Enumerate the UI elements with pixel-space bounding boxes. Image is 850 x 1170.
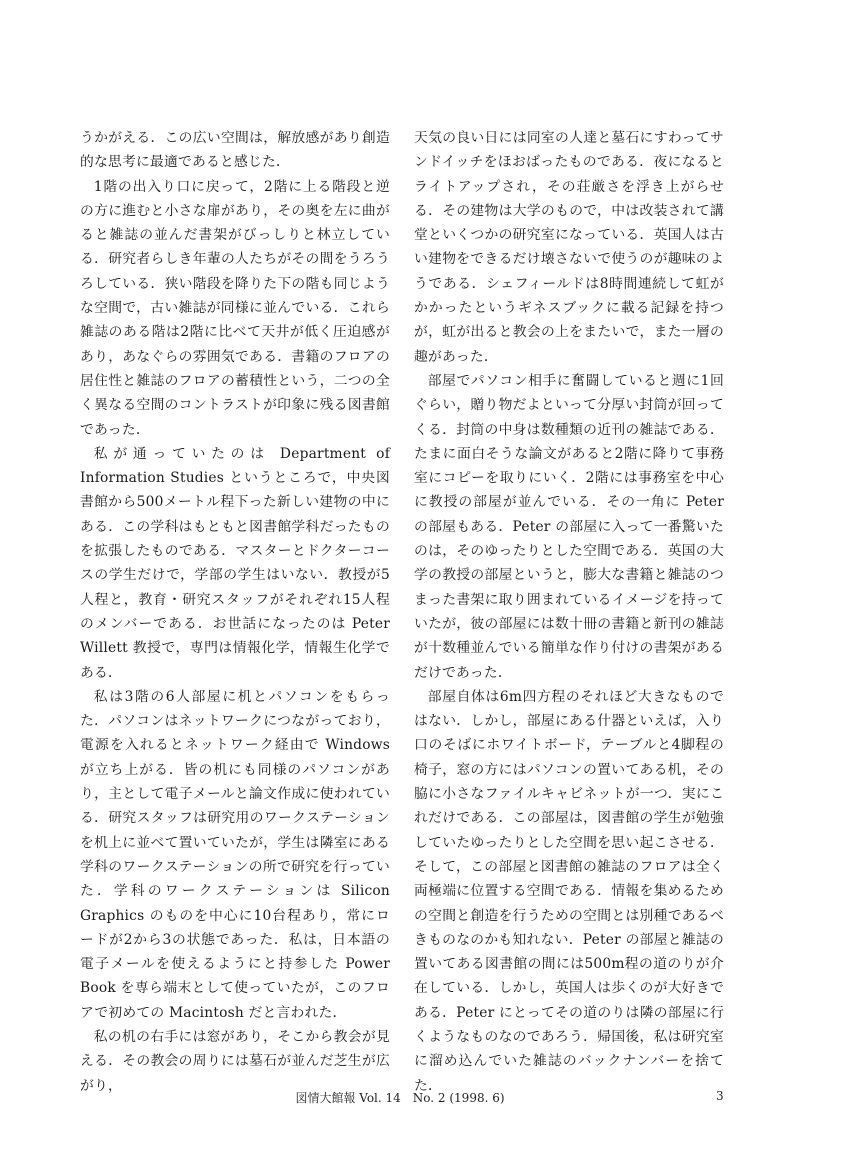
left-text-column xyxy=(80,126,390,1098)
paragraph: 1階の出入り口に戻って，2階に上る階段と逆の方に進むと小さな扉があり，その奥を左に曲がると雑誌の並んだ書架がびっしりと林立している．研究者らしき年輩の人たちがその間をうろうろしている．狭い階段を降りた下の階も同じような空間で，古い雑誌が同様に並んでいる．これら雑誌のある階は2階に比べて天井が低く圧迫感があり，あなぐらの雰囲気である．書籍のフロアの居住性と雑誌のフロアの蓄積性という，二つの全く異なる空間のコントラストが印象に残る図書館であった． xyxy=(80,178,390,438)
paragraph: 部屋でパソコン相手に奮闘していると週に1回ぐらい，贈り物だよといって分厚い封筒が回ってくる．封筒の中身は数種類の近刊の雑誌である．たまに面白そうな論文があると2階に降りて事務室にコピーを取りにいく．2階には事務室を中心に教授の部屋が並んでいる．その一角に Peter の部屋もある．Peter の部屋に入って一番驚いたのは，そのゆったりとした空間である．英国の大学の教授の部屋というと，膨大な書籍と雑誌のつまった書架に取り囲まれているイメージを持っていたが，彼の部屋には数十冊の書籍と新刊の雑誌が十数種並んでいる簡単な作り付けの書架があるだけであった． xyxy=(414,372,724,681)
paragraph: うかがえる．この広い空間は，解放感があり創造的な思考に最適であると感じた． xyxy=(80,130,390,171)
paragraph: 天気の良い日には同室の人達と墓石にすわってサンドイッチをほおばったものである．夜になるとライトアップされ，その荘厳さを浮き上がらせる．その建物は大学のもので，中は改装されて講堂といくつかの研究室になっている．英国人は古い建物をできるだけ壊さないで使うのが趣味のようである．シェフィールドは8時間連続して虹がかかったというギネスブックに載る記録を持つが，虹が出ると教会の上をまたいで，また一層の趣があった． xyxy=(414,130,724,365)
page-footer xyxy=(0,1089,850,1109)
page-number: 3 xyxy=(716,1089,724,1103)
right-text-column xyxy=(414,126,724,1098)
paragraph: 私が通っていたのは Department of Information Studies というところで，中央図書館から500メートル程下った新しい建物の中にある．この学科はもともと図書館学科だったものを拡張したものである．マスターとドクターコースの学生だけで，学部の学生はいない．教授が5人程と，教育・研究スタッフがそれぞれ15人程のメンバーである．お世話になったのは Peter Willett 教授で，専門は情報化学，情報生化学である． xyxy=(80,445,390,681)
journal-citation: 図情大館報 Vol. 14 No. 2 (1998. 6) xyxy=(295,1091,505,1105)
paragraph: 私は3階の6人部屋に机とパソコンをもらった．パソコンはネットワークにつながっており，電源を入れるとネットワーク経由で Windows が立ち上がる．皆の机にも同様のパソコンがあり，主として電子メールと論文作成に使われている．研究スタッフは研究用のワークステーションを机上に並べて置いていたが，学生は隣室にある学科のワークステーションの所で研究を行っていた．学科のワークステーションは Silicon Graphics のものを中心に10台程あり，常にロードが2から3の状態であった．私は，日本語の電子メールを使えるようにと持参した Power Book を専ら端末として使っていたが，このフロアで初めての Macintosh だと言われた． xyxy=(80,688,390,1021)
paragraph: 私の机の右手には窓があり，そこから教会が見える．その教会の周りには墓石が並んだ芝生が広がり， xyxy=(80,1028,390,1094)
paragraph: 部屋自体は6m四方程のそれほど大きなものではない．しかし，部屋にある什器といえば，入り口のそばにホワイトボード，テーブルと4脚程の椅子，窓の方にはパソコンの置いてある机，その脇に小さなファイルキャビネットが一つ．実にこれだけである．この部屋は，図書館の学生が勉強していたゆったりとした空間を思い起こさせる．そして，この部屋と図書館の雑誌のフロアは全く両極端に位置する空間である．情報を集めるための空間と創造を行うための空間とは別種であるべきものなのかも知れない．Peter の部屋と雑誌の置いてある図書館の間には500m程の道のりが介在している．しかし，英国人は歩くのが大好きである．Peter にとってその道のりは隣の部屋に行くようなものなのであろう．帰国後，私は研究室に溜め込んでいた雑誌のバックナンバーを捨てた． xyxy=(414,688,724,1094)
